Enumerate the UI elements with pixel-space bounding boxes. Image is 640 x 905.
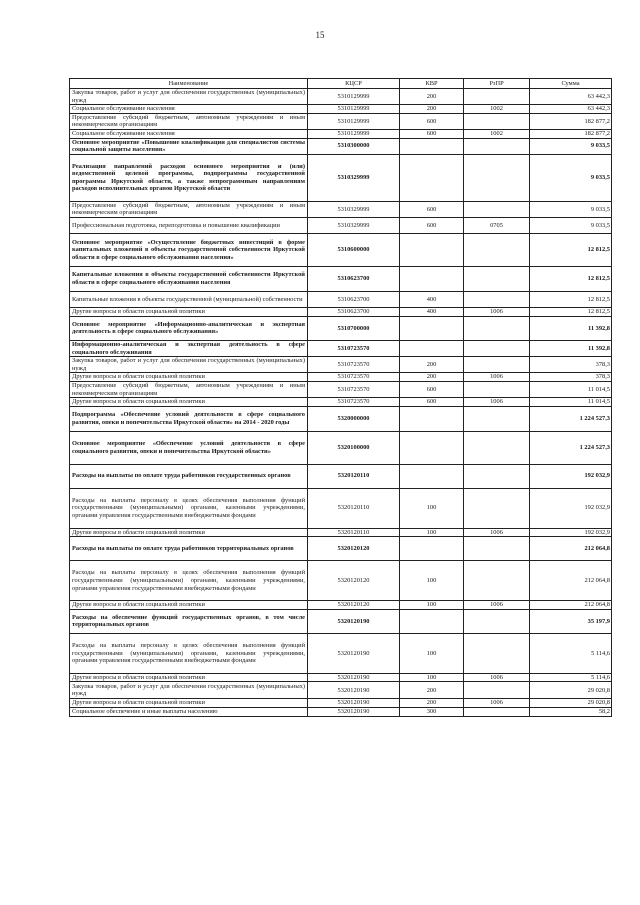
cell-name: Социальное обслуживание населения <box>70 129 308 138</box>
cell-name: Основное мероприятие «Повышение квалификации для специалистов системы социальной защиты населения» <box>70 138 308 154</box>
cell-kvr: 100 <box>400 601 464 610</box>
cell-rzpr <box>464 357 530 373</box>
cell-kvr: 600 <box>400 217 464 233</box>
cell-kvr <box>400 431 464 464</box>
cell-kvr <box>400 340 464 356</box>
cell-name: Предоставление субсидий бюджетным, автономным учреждениям и иным некоммерческим организациям <box>70 381 308 397</box>
cell-kcsr: 5320120120 <box>308 601 400 610</box>
cell-name: Закупка товаров, работ и услуг для обеспечения государственных (муниципальных) нужд <box>70 89 308 105</box>
cell-name: Другие вопросы в области социальной политики <box>70 307 308 316</box>
cell-name: Расходы на выплаты персоналу в целях обеспечения выполнения функций государственными (муниципальными) органами, казенными учреждениями, органами управления государственными внебюджетными фондами <box>70 633 308 673</box>
table-row <box>70 154 612 201</box>
table-row <box>70 406 612 431</box>
cell-kcsr: 5320120190 <box>308 699 400 708</box>
cell-kvr <box>400 537 464 561</box>
cell-rzpr: 1006 <box>464 673 530 682</box>
cell-sum: 11 392,8 <box>530 316 612 340</box>
cell-name: Другие вопросы в области социальной политики <box>70 699 308 708</box>
cell-kvr: 100 <box>400 673 464 682</box>
cell-sum: 378,3 <box>530 357 612 373</box>
table-row <box>70 431 612 464</box>
cell-rzpr <box>464 266 530 291</box>
cell-sum: 192 032,9 <box>530 464 612 488</box>
cell-sum: 1 224 527,3 <box>530 431 612 464</box>
cell-sum: 9 033,5 <box>530 154 612 201</box>
cell-sum: 12 812,5 <box>530 291 612 307</box>
cell-kcsr: 5320120190 <box>308 633 400 673</box>
cell-kcsr: 5320120190 <box>308 682 400 699</box>
header-kcsr: КЦСР <box>308 79 400 89</box>
cell-kcsr: 5310700000 <box>308 316 400 340</box>
cell-rzpr <box>464 138 530 154</box>
cell-kvr <box>400 406 464 431</box>
cell-kcsr: 5310723570 <box>308 398 400 407</box>
cell-rzpr: 1006 <box>464 307 530 316</box>
cell-kvr: 600 <box>400 129 464 138</box>
cell-rzpr <box>464 682 530 699</box>
page-number: 15 <box>315 30 325 40</box>
cell-sum: 58,2 <box>530 708 612 717</box>
cell-sum: 12 812,5 <box>530 233 612 266</box>
table-row <box>70 601 612 610</box>
cell-name: Расходы на выплаты по оплате труда работников государственных органов <box>70 464 308 488</box>
cell-kcsr: 5320120110 <box>308 528 400 537</box>
cell-rzpr <box>464 201 530 217</box>
cell-kcsr: 5320120120 <box>308 561 400 601</box>
cell-rzpr <box>464 708 530 717</box>
cell-rzpr: 1006 <box>464 601 530 610</box>
cell-rzpr <box>464 113 530 129</box>
cell-kvr: 200 <box>400 357 464 373</box>
cell-sum: 9 033,5 <box>530 201 612 217</box>
cell-rzpr: 1006 <box>464 528 530 537</box>
cell-kvr <box>400 138 464 154</box>
cell-sum: 182 877,2 <box>530 129 612 138</box>
cell-sum: 35 197,9 <box>530 609 612 633</box>
cell-kvr: 300 <box>400 708 464 717</box>
cell-rzpr <box>464 291 530 307</box>
table-row <box>70 682 612 699</box>
cell-kcsr: 5310723570 <box>308 373 400 382</box>
cell-rzpr <box>464 633 530 673</box>
table-row <box>70 561 612 601</box>
cell-name: Расходы на выплаты по оплате труда работников территориальных органов <box>70 537 308 561</box>
cell-kcsr: 5310723570 <box>308 357 400 373</box>
cell-kcsr: 5320120190 <box>308 708 400 717</box>
cell-kvr: 200 <box>400 682 464 699</box>
cell-rzpr <box>464 316 530 340</box>
cell-rzpr <box>464 89 530 105</box>
table-row <box>70 129 612 138</box>
cell-kcsr: 5310723570 <box>308 381 400 397</box>
cell-name: Социальное обслуживание населения <box>70 105 308 114</box>
cell-sum: 192 032,9 <box>530 488 612 528</box>
cell-kcsr: 5310129999 <box>308 105 400 114</box>
table-row <box>70 609 612 633</box>
table-row <box>70 316 612 340</box>
cell-sum: 12 812,5 <box>530 307 612 316</box>
cell-sum: 5 114,6 <box>530 633 612 673</box>
cell-rzpr <box>464 340 530 356</box>
table-row <box>70 381 612 397</box>
cell-kvr <box>400 316 464 340</box>
cell-rzpr <box>464 381 530 397</box>
cell-sum: 9 033,5 <box>530 217 612 233</box>
cell-kvr: 100 <box>400 633 464 673</box>
cell-rzpr: 1002 <box>464 105 530 114</box>
cell-name: Расходы на обеспечение функций государственных органов, в том числе территориальных органов <box>70 609 308 633</box>
table-row <box>70 699 612 708</box>
cell-kvr: 200 <box>400 89 464 105</box>
cell-sum: 192 032,9 <box>530 528 612 537</box>
cell-kvr <box>400 266 464 291</box>
table-row <box>70 307 612 316</box>
cell-name: Основное мероприятие «Обеспечение условий деятельности в сфере социального развития, опеки и попечительства Иркутской области» <box>70 431 308 464</box>
header-kvr: КВР <box>400 79 464 89</box>
table-row <box>70 105 612 114</box>
cell-name: Подпрограмма «Обеспечение условий деятельности в сфере социального развития, опеки и попечительства Иркутской области» на 2014 - 2020 годы <box>70 406 308 431</box>
table-header-row <box>70 79 612 89</box>
table-row <box>70 291 612 307</box>
cell-kvr: 600 <box>400 381 464 397</box>
header-sum: Сумма <box>530 79 612 89</box>
cell-sum: 11 392,8 <box>530 340 612 356</box>
cell-kcsr: 5310723570 <box>308 340 400 356</box>
table-row <box>70 398 612 407</box>
cell-kvr: 200 <box>400 105 464 114</box>
cell-kvr: 100 <box>400 561 464 601</box>
cell-kvr: 200 <box>400 373 464 382</box>
cell-sum: 5 114,6 <box>530 673 612 682</box>
cell-kcsr: 5310329999 <box>308 201 400 217</box>
cell-name: Расходы на выплаты персоналу в целях обеспечения выполнения функций государственными (муниципальными) органами, казенными учреждениями, органами управления государственными внебюджетными фондами <box>70 561 308 601</box>
table-row <box>70 673 612 682</box>
cell-kvr: 100 <box>400 488 464 528</box>
cell-sum: 9 033,5 <box>530 138 612 154</box>
cell-rzpr: 1006 <box>464 373 530 382</box>
table-row <box>70 217 612 233</box>
table-row <box>70 488 612 528</box>
table-row <box>70 138 612 154</box>
cell-sum: 29 020,8 <box>530 682 612 699</box>
cell-kcsr: 5320100000 <box>308 431 400 464</box>
cell-kcsr: 5320120190 <box>308 673 400 682</box>
cell-rzpr <box>464 561 530 601</box>
table-row <box>70 528 612 537</box>
cell-sum: 63 442,3 <box>530 105 612 114</box>
cell-kcsr: 5310129999 <box>308 89 400 105</box>
cell-sum: 1 224 527,3 <box>530 406 612 431</box>
cell-kvr: 400 <box>400 307 464 316</box>
cell-kvr <box>400 464 464 488</box>
cell-kvr: 600 <box>400 113 464 129</box>
table-row <box>70 633 612 673</box>
cell-kcsr: 5310329999 <box>308 154 400 201</box>
table-row <box>70 201 612 217</box>
table-body <box>70 89 612 717</box>
table-row <box>70 340 612 356</box>
cell-kcsr: 5320120120 <box>308 537 400 561</box>
cell-kvr: 600 <box>400 398 464 407</box>
cell-kvr: 600 <box>400 201 464 217</box>
table-row <box>70 464 612 488</box>
cell-name: Информационно-аналитическая и экспертная деятельность в сфере социального обслуживания <box>70 340 308 356</box>
cell-name: Другие вопросы в области социальной политики <box>70 373 308 382</box>
cell-kvr: 200 <box>400 699 464 708</box>
cell-sum: 11 014,5 <box>530 381 612 397</box>
cell-sum: 63 442,3 <box>530 89 612 105</box>
table-row <box>70 89 612 105</box>
cell-kvr: 400 <box>400 291 464 307</box>
cell-name: Капитальные вложения в объекты государственной собственности Иркутской области в сфере социального обслуживания населения <box>70 266 308 291</box>
cell-kcsr: 5320120110 <box>308 488 400 528</box>
table-row <box>70 373 612 382</box>
cell-name: Основное мероприятие «Осуществление бюджетных инвестиций в форме капитальных вложений в объекты государственной собственности Иркутской области в сфере социального обслуживания населения» <box>70 233 308 266</box>
cell-name: Закупка товаров, работ и услуг для обеспечения государственных (муниципальных) нужд <box>70 682 308 699</box>
table-row <box>70 233 612 266</box>
cell-kvr: 100 <box>400 528 464 537</box>
cell-rzpr <box>464 406 530 431</box>
cell-rzpr <box>464 154 530 201</box>
table-row <box>70 266 612 291</box>
cell-sum: 29 020,8 <box>530 699 612 708</box>
cell-name: Другие вопросы в области социальной политики <box>70 528 308 537</box>
cell-name: Капитальные вложения в объекты государственной (муниципальной) собственности <box>70 291 308 307</box>
cell-name: Расходы на выплаты персоналу в целях обеспечения выполнения функций государственными (муниципальными) органами, казенными учреждениями, органами управления государственными внебюджетными фондами <box>70 488 308 528</box>
cell-kcsr: 5310623700 <box>308 307 400 316</box>
cell-sum: 182 877,2 <box>530 113 612 129</box>
cell-name: Социальное обеспечение и иные выплаты населению <box>70 708 308 717</box>
cell-name: Предоставление субсидий бюджетным, автономным учреждениям и иным некоммерческим организациям <box>70 113 308 129</box>
cell-kcsr: 5310129999 <box>308 113 400 129</box>
cell-sum: 212 064,8 <box>530 561 612 601</box>
cell-kvr <box>400 233 464 266</box>
cell-name: Предоставление субсидий бюджетным, автономным учреждениям и иным некоммерческим организациям <box>70 201 308 217</box>
cell-kcsr: 5310129999 <box>308 129 400 138</box>
table-row <box>70 113 612 129</box>
cell-rzpr <box>464 233 530 266</box>
cell-kvr <box>400 154 464 201</box>
header-name: Наименование <box>70 79 308 89</box>
cell-kcsr: 5310623700 <box>308 291 400 307</box>
cell-name: Другие вопросы в области социальной политики <box>70 673 308 682</box>
table-row <box>70 537 612 561</box>
cell-rzpr: 0705 <box>464 217 530 233</box>
cell-rzpr <box>464 609 530 633</box>
cell-rzpr: 1006 <box>464 699 530 708</box>
cell-rzpr: 1002 <box>464 129 530 138</box>
cell-kcsr: 5320000000 <box>308 406 400 431</box>
cell-rzpr: 1006 <box>464 398 530 407</box>
cell-name: Другие вопросы в области социальной политики <box>70 601 308 610</box>
cell-sum: 212 064,8 <box>530 537 612 561</box>
cell-rzpr <box>464 464 530 488</box>
cell-rzpr <box>464 431 530 464</box>
table-row <box>70 708 612 717</box>
cell-kvr <box>400 609 464 633</box>
cell-name: Профессиональная подготовка, переподготовка и повышение квалификации <box>70 217 308 233</box>
cell-sum: 12 812,5 <box>530 266 612 291</box>
cell-rzpr <box>464 488 530 528</box>
cell-kcsr: 5320120190 <box>308 609 400 633</box>
cell-kcsr: 5310300000 <box>308 138 400 154</box>
header-rzpr: РзПР <box>464 79 530 89</box>
cell-sum: 11 014,5 <box>530 398 612 407</box>
cell-kcsr: 5320120110 <box>308 464 400 488</box>
budget-table <box>69 78 612 717</box>
cell-name: Другие вопросы в области социальной политики <box>70 398 308 407</box>
cell-kcsr: 5310329999 <box>308 217 400 233</box>
cell-name: Закупка товаров, работ и услуг для обеспечения государственных (муниципальных) нужд <box>70 357 308 373</box>
cell-kcsr: 5310623700 <box>308 266 400 291</box>
cell-name: Основное мероприятие «Информационно-аналитическая и экспертная деятельность в сфере социального обслуживания» <box>70 316 308 340</box>
cell-sum: 212 064,8 <box>530 601 612 610</box>
table-row <box>70 357 612 373</box>
cell-name: Реализация направлений расходов основного мероприятия и (или) ведомственной целевой программы, подпрограммы государственной программы Иркутской области, а также непрограммным направлениям расходов исполнительных органов Иркутской области <box>70 154 308 201</box>
cell-sum: 378,3 <box>530 373 612 382</box>
cell-rzpr <box>464 537 530 561</box>
cell-kcsr: 5310600000 <box>308 233 400 266</box>
